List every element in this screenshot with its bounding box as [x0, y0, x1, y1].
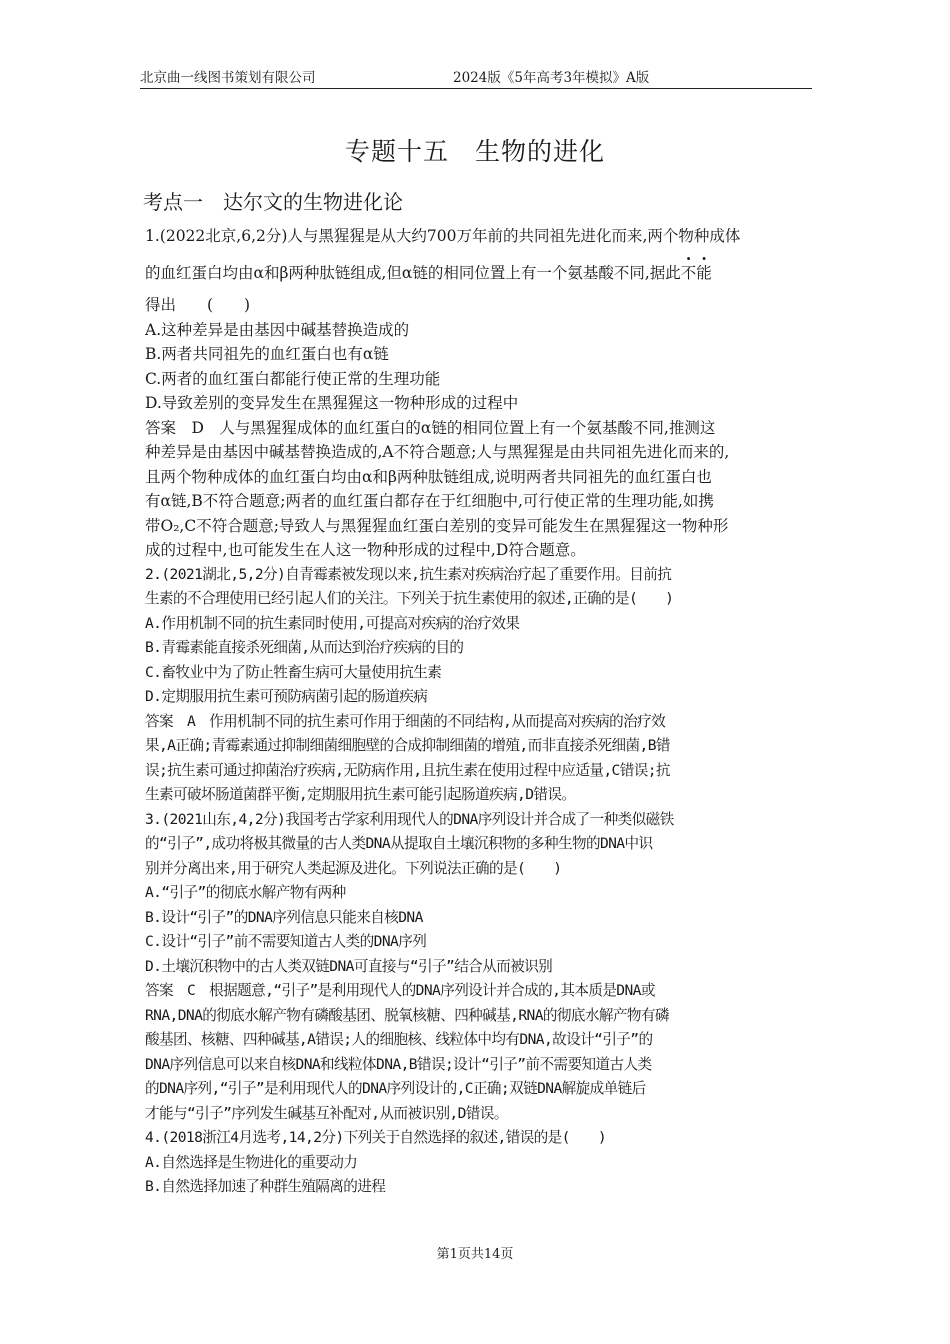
- option: B.两者共同祖先的血红蛋白也有α链: [145, 345, 389, 363]
- option: D.导致差别的变异发生在黑猩猩这一物种形成的过程中: [145, 394, 519, 412]
- option: B.自然选择加速了种群生殖隔离的进程: [145, 1178, 386, 1195]
- option: B.设计“引子”的DNA序列信息只能来自核DNA: [145, 908, 423, 926]
- emphasis-mark: 不: [680, 263, 697, 282]
- answer-line: 成的过程中,也可能发生在人这一物种形成的过程中,D符合题意。: [145, 541, 586, 559]
- answer-line: 答案 C 根据题意,“引子”是利用现代人的DNA序列设计并合成的,其本质是DNA或: [145, 982, 655, 999]
- option: D.定期服用抗生素可预防病菌引起的肠道疾病: [145, 688, 428, 705]
- document-body: [145, 224, 805, 1200]
- answer-line: 酸基团、核糖、四种碱基,A错误;人的细胞核、线粒体中均有DNA,故设计“引子”的: [145, 1031, 653, 1048]
- question-stem-line: 2.(2021湖北,5,2分)自青霉素被发现以来,抗生素对疾病治疗起了重要作用。目前抗: [145, 565, 672, 583]
- answer-line: 才能与“引子”序列发生碱基互补配对,从而被识别,D错误。: [145, 1104, 508, 1122]
- question-stem-line: 生素的不合理使用已经引起人们的关注。下列关于抗生素使用的叙述,正确的是( ): [145, 590, 674, 607]
- answer-line: DNA序列信息可以来自核DNA和线粒体DNA,B错误;设计“引子”前不需要知道古人类: [145, 1055, 652, 1073]
- answer-line: 有α链,B不符合题意;两者的血红蛋白都存在于红细胞中,可行使正常的生理功能,如携: [145, 492, 714, 510]
- answer-line: 种差异是由基因中碱基替换造成的,A不符合题意;人与黑猩猩是由共同祖先进化而来的,: [145, 443, 730, 461]
- answer-line: 答案 D 人与黑猩猩成体的血红蛋白的α链的相同位置上有一个氨基酸不同,推测这: [145, 418, 716, 437]
- section-heading: 考点一 达尔文的生物进化论: [143, 190, 403, 214]
- question-4: [145, 1126, 805, 1200]
- header-book-title: 2024版《5年高考3年模拟》A版: [453, 70, 650, 86]
- question-2: [145, 563, 805, 808]
- answer-line: RNA,DNA的彻底水解产物有磷酸基团、脱氧核糖、四种碱基,RNA的彻底水解产物有磷: [145, 1006, 669, 1024]
- question-stem-line: 得出 ( ): [145, 296, 251, 314]
- option: C.畜牧业中为了防止牲畜生病可大量使用抗生素: [145, 663, 442, 681]
- question-stem-line: 1.(2022北京,6,2分)人与黑猩猩是从大约700万年前的共同祖先进化而来,两个物种成体: [145, 227, 741, 245]
- answer-line: 带O₂,C不符合题意;导致人与黑猩猩血红蛋白差别的变异可能发生在黑猩猩这一物种形: [145, 516, 729, 535]
- option: A.自然选择是生物进化的重要动力: [145, 1153, 358, 1171]
- answer-line: 且两个物种成体的血红蛋白均由α和β两种肽链组成,说明两者共同祖先的血红蛋白也: [145, 467, 712, 486]
- option: A.这种差异是由基因中碱基替换造成的: [145, 320, 410, 339]
- answer-line: 的DNA序列,“引子”是利用现代人的DNA序列设计的,C正确;双链DNA解旋成单链后: [145, 1080, 646, 1097]
- option: C.设计“引子”前不需要知道古人类的DNA序列: [145, 933, 427, 950]
- question-3: [145, 808, 805, 1127]
- option: A.作用机制不同的抗生素同时使用,可提高对疾病的治疗效果: [145, 614, 520, 632]
- option: C.两者的血红蛋白都能行使正常的生理功能: [145, 369, 441, 388]
- answer-line: 答案 A 作用机制不同的抗生素可作用于细菌的不同结构,从而提高对疾病的治疗效: [145, 712, 666, 730]
- answer-line: 生素可破坏肠道菌群平衡,定期服用抗生素可能引起肠道疾病,D错误。: [145, 786, 576, 803]
- page-title: 专题十五 生物的进化: [344, 137, 605, 166]
- option: B.青霉素能直接杀死细菌,从而达到治疗疾病的目的: [145, 639, 464, 656]
- question-stem-line: 4.(2018浙江4月选考,14,2分)下列关于自然选择的叙述,错误的是( ): [145, 1129, 607, 1146]
- page-footer: 第1页共14页: [436, 1247, 514, 1262]
- emphasis-mark: 能: [696, 263, 712, 282]
- question-stem-line: 3.(2021山东,4,2分)我国考古学家利用现代人的DNA序列设计并合成了一种类似磁铁: [145, 810, 674, 828]
- option: A.“引子”的彻底水解产物有两种: [145, 884, 346, 901]
- question-stem-line: 别并分离出来,用于研究人类起源及进化。下列说法正确的是( ): [145, 859, 562, 877]
- question-1: [145, 224, 805, 563]
- question-stem-line: [145, 261, 805, 286]
- question-stem-line: 的“引子”,成功将极其微量的古人类DNA从提取自土壤沉积物的多种生物的DNA中识: [145, 835, 653, 852]
- page-header: [140, 66, 812, 89]
- question-stem-text: 的血红蛋白均由α和β两种肽链组成,但α链的相同位置上有一个氨基酸不同,据此: [145, 263, 681, 282]
- header-publisher: 北京曲一线图书策划有限公司: [140, 70, 316, 86]
- option: D.土壤沉积物中的古人类双链DNA可直接与“引子”结合从而被识别: [145, 957, 553, 975]
- answer-line: 误;抗生素可通过抑菌治疗疾病,无防病作用,且抗生素在使用过程中应适量,C错误;抗: [145, 761, 670, 779]
- answer-line: 果,A正确;青霉素通过抑制细菌细胞壁的合成抑制细菌的增殖,而非直接杀死细菌,B错: [145, 737, 670, 754]
